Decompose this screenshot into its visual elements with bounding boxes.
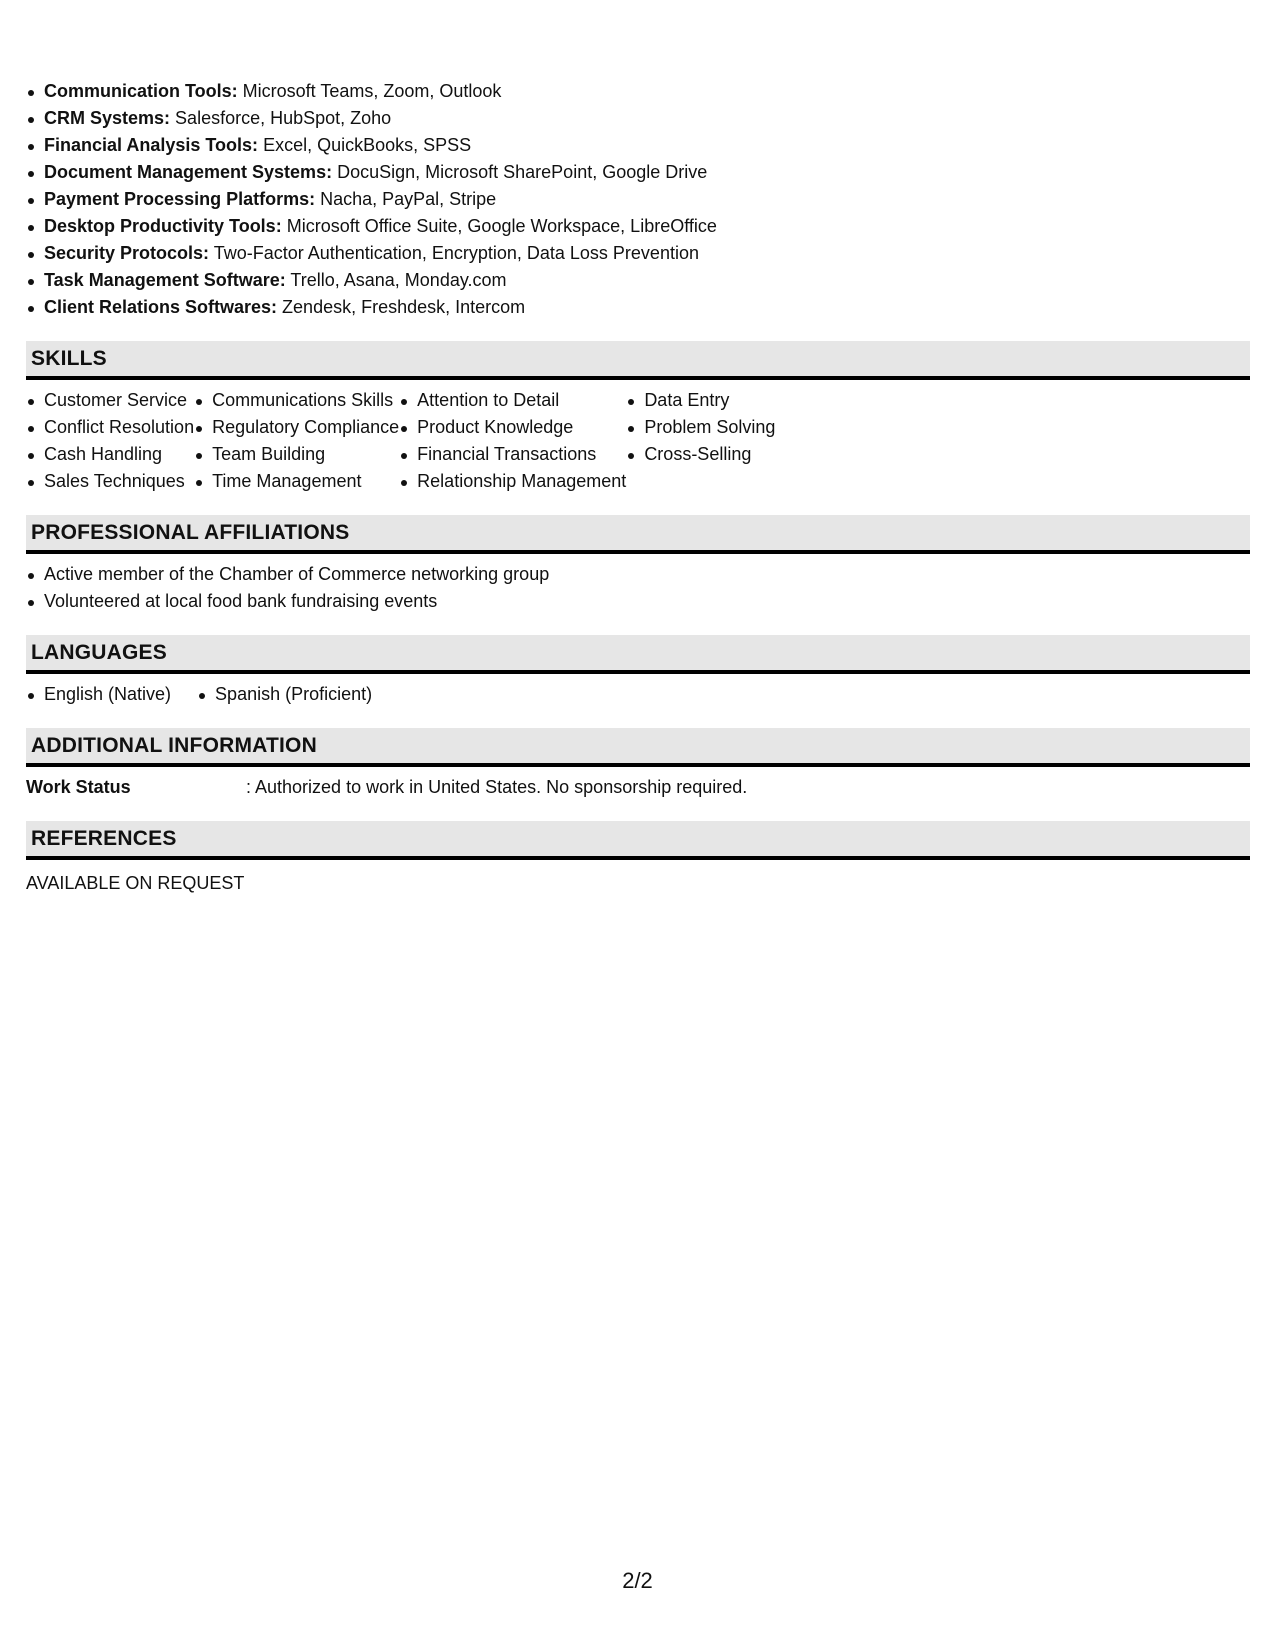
tool-values: Trello, Asana, Monday.com bbox=[285, 270, 507, 290]
tool-item bbox=[26, 294, 1250, 321]
section-title: SKILLS bbox=[31, 346, 107, 370]
skills-section bbox=[26, 341, 1250, 495]
skill-item: Problem Solving bbox=[626, 414, 775, 441]
skill-item: Data Entry bbox=[626, 387, 775, 414]
page-number: 2/2 bbox=[622, 1568, 653, 1593]
skills-column bbox=[26, 387, 194, 495]
tool-category: Task Management Software: bbox=[44, 270, 286, 290]
affiliation-item: Active member of the Chamber of Commerce networking group bbox=[26, 561, 1250, 588]
skill-item: Customer Service bbox=[26, 387, 194, 414]
language-item: English (Native) bbox=[26, 681, 171, 708]
skill-item: Product Knowledge bbox=[399, 414, 626, 441]
section-header bbox=[26, 341, 1250, 380]
skill-item: Relationship Management bbox=[399, 468, 626, 495]
work-status-label: Work Status bbox=[26, 777, 131, 797]
work-status-row bbox=[26, 774, 1250, 801]
references-body bbox=[26, 860, 1250, 897]
language-item: Spanish (Proficient) bbox=[197, 681, 372, 708]
section-header bbox=[26, 515, 1250, 554]
tool-item bbox=[26, 267, 1250, 294]
affiliations-section bbox=[26, 515, 1250, 615]
skills-column bbox=[399, 387, 626, 495]
languages-section bbox=[26, 635, 1250, 708]
section-title: LANGUAGES bbox=[31, 640, 167, 664]
tool-category: Security Protocols: bbox=[44, 243, 210, 263]
languages-list bbox=[26, 681, 1250, 708]
skill-item: Communications Skills bbox=[194, 387, 399, 414]
resume-content bbox=[26, 78, 1250, 897]
tool-item bbox=[26, 186, 1250, 213]
references-section bbox=[26, 821, 1250, 897]
skills-grid bbox=[26, 380, 1250, 495]
affiliations-list bbox=[26, 561, 1250, 615]
tool-item bbox=[26, 132, 1250, 159]
tool-values: Microsoft Office Suite, Google Workspace, LibreOffice bbox=[281, 216, 717, 236]
skill-item: Sales Techniques bbox=[26, 468, 194, 495]
section-title: ADDITIONAL INFORMATION bbox=[31, 733, 317, 757]
section-title: PROFESSIONAL AFFILIATIONS bbox=[31, 520, 350, 544]
work-status-value: : Authorized to work in United States. No sponsorship required. bbox=[246, 777, 748, 797]
tool-values: Nacha, PayPal, Stripe bbox=[315, 189, 497, 209]
skill-item: Attention to Detail bbox=[399, 387, 626, 414]
tool-values: DocuSign, Microsoft SharePoint, Google Drive bbox=[332, 162, 708, 182]
section-header bbox=[26, 635, 1250, 674]
tool-values: Zendesk, Freshdesk, Intercom bbox=[277, 297, 526, 317]
section-title: REFERENCES bbox=[31, 826, 177, 850]
skill-item: Time Management bbox=[194, 468, 399, 495]
skills-column bbox=[194, 387, 399, 495]
tool-item bbox=[26, 240, 1250, 267]
tool-item bbox=[26, 159, 1250, 186]
section-header bbox=[26, 821, 1250, 860]
tool-item bbox=[26, 78, 1250, 105]
tool-category: Document Management Systems: bbox=[44, 162, 333, 182]
affiliation-item: Volunteered at local food bank fundraising events bbox=[26, 588, 1250, 615]
tool-category: Communication Tools: bbox=[44, 81, 238, 101]
tool-category: Desktop Productivity Tools: bbox=[44, 216, 282, 236]
tool-values: Microsoft Teams, Zoom, Outlook bbox=[237, 81, 502, 101]
skill-item: Cross-Selling bbox=[626, 441, 775, 468]
tool-item bbox=[26, 213, 1250, 240]
skill-item: Conflict Resolution bbox=[26, 414, 194, 441]
skill-item: Team Building bbox=[194, 441, 399, 468]
tool-values: Salesforce, HubSpot, Zoho bbox=[170, 108, 392, 128]
skill-item: Regulatory Compliance bbox=[194, 414, 399, 441]
additional-info-section bbox=[26, 728, 1250, 801]
tool-values: Two-Factor Authentication, Encryption, Data Loss Prevention bbox=[209, 243, 699, 263]
skills-column bbox=[626, 387, 775, 495]
tool-category: CRM Systems: bbox=[44, 108, 171, 128]
tool-category: Financial Analysis Tools: bbox=[44, 135, 259, 155]
tool-category: Payment Processing Platforms: bbox=[44, 189, 316, 209]
references-text: AVAILABLE ON REQUEST bbox=[26, 873, 245, 893]
tools-list bbox=[26, 78, 1250, 321]
skill-item: Financial Transactions bbox=[399, 441, 626, 468]
tool-item bbox=[26, 105, 1250, 132]
skill-item: Cash Handling bbox=[26, 441, 194, 468]
section-header bbox=[26, 728, 1250, 767]
tool-values: Excel, QuickBooks, SPSS bbox=[258, 135, 472, 155]
additional-info-body bbox=[26, 767, 1250, 801]
languages-body bbox=[26, 674, 1250, 708]
affiliations-body bbox=[26, 554, 1250, 615]
tool-category: Client Relations Softwares: bbox=[44, 297, 278, 317]
